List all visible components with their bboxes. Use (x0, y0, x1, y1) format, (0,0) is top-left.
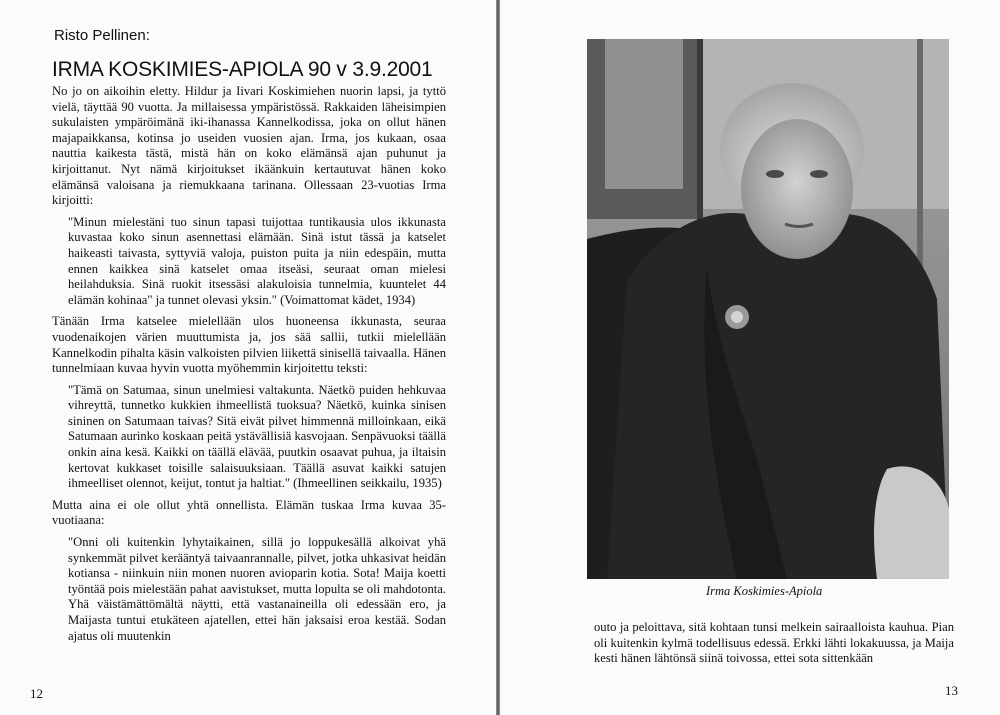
portrait-photo (587, 39, 949, 579)
portrait-image (587, 39, 949, 579)
left-page (0, 0, 496, 715)
paragraph: Tänään Irma katselee mielellään ulos huoneensa ikkunasta, seuraa vuodenaikojen värien muuttumista ja, jos sää sallii, tutkii mielellään Kannelkodin pihalta käsin valkoisten pilvien liikettä sinisellä taivaalla. Hänen tunnelmiaan kuvaa hyvin vuotta myöhemmin kirjoitettu teksti: (52, 314, 446, 376)
quote-paragraph: "Tämä on Satumaa, sinun unelmiesi valtakunta. Näetkö puiden hehkuvaa vihreyttä, tunnetko kukkien ihmeellistä tuoksua? Näetkö, kuinka sinisen sininen on Satumaan taivas? Sitä eivät pilvet himmennä milloinkaan, eikä Satumaan aurinko koskaan peitä ystävällisiä kasvojaan. Senpävuoksi täällä onkin aina kesä. Kaikki on täällä elävää, puutkin osaavat puhua, ja iltaisin kertovat kukkaset toisille salaisuuksiaan. Täällä asuvat kaikki satujen ihmeelliset olennot, keijut, tontut ja haltiat." (Ihmeellinen seikkailu, 1935) (68, 382, 446, 491)
right-page-text (594, 620, 954, 667)
paragraph: outo ja peloittava, sitä kohtaan tunsi melkein sairaalloista kauhua. Pian oli kuitenkin kylmä todellisuus edessä. Erkki lähti lokakuussa, ja Maija kesti hänen lähtönsä siinä toivossa, ettei sota sittenkään (594, 620, 954, 666)
paragraph: Mutta aina ei ole ollut yhtä onnellista. Elämän tuskaa Irma kuvaa 35-vuotiaana: (52, 497, 446, 528)
paragraph: No jo on aikoihin eletty. Hildur ja Iivari Koskimiehen nuorin lapsi, ja tyttö vielä, täyttää 90 vuotta. Ja millaisessa ympäristössä. Rakkaiden läheisimpien sukulaisten ympäröimänä iki-ihanassa Kannelkodissa, joka on ollut hänen majapaikkansa, kotinsa jo useiden vuosien ajan. Irma, jos kukaan, osaa nauttia kaikesta tästä, mistä hän on koko elämänsä ajan puhunut ja kirjoittanut. Nyt nämä kirjoitukset ikäänkuin kertautuvat hänen koko elämänsä valoisana ja riemukkaana tarinana. Ollessaan 23-vuotias Irma kirjoitti: (52, 84, 446, 208)
photo-caption: Irma Koskimies-Apiola (706, 584, 823, 598)
author-line: Risto Pellinen: (54, 27, 150, 44)
article-body (52, 84, 446, 650)
page-number-left: 12 (30, 686, 43, 701)
quote-paragraph: "Onni oli kuitenkin lyhytaikainen, sillä jo loppukesällä alkoivat yhä synkemmät pilvet kerääntyä taivaanrannalle, pilvet, jotka uhkasivat heidän kotiansa - niinkuin niin monen nuoren avioparin kotia. Sota! Maija koetti työntää pois mielestään pahat aavistukset, mutta lopulta se oli mahdotonta. Yhä väistämättömältä näytti, että vastanaineilla oli edessään ero, ja Maijasta tuntui etukäteen ajatellen, ettei hän jaksaisi eroa kestää. Sodan ajatus oli muutenkin (68, 535, 446, 643)
page-number-right: 13 (945, 683, 958, 698)
quote-paragraph: "Minun mielestäni tuo sinun tapasi tuijottaa tuntikausia ulos ikkunasta kuvastaa koko sinun asennettasi elämään. Sinä istut tässä ja katselet haikeasti taivasta, syttyviä valoja, puiston puita ja niin edespäin, mutta ennen kaikkea sinä katselet omaa itseäsi, seuraat oman mielesi heilahduksia. Sinä ruokit itsessäsi alakuloisia tunnelmia, kuuntelet 44 elämän kohinaa" ja tunnet olevasi yksin." (Voimattomat kädet, 1934) (68, 214, 446, 307)
article-title: IRMA KOSKIMIES-APIOLA 90 v 3.9.2001 (52, 58, 433, 81)
